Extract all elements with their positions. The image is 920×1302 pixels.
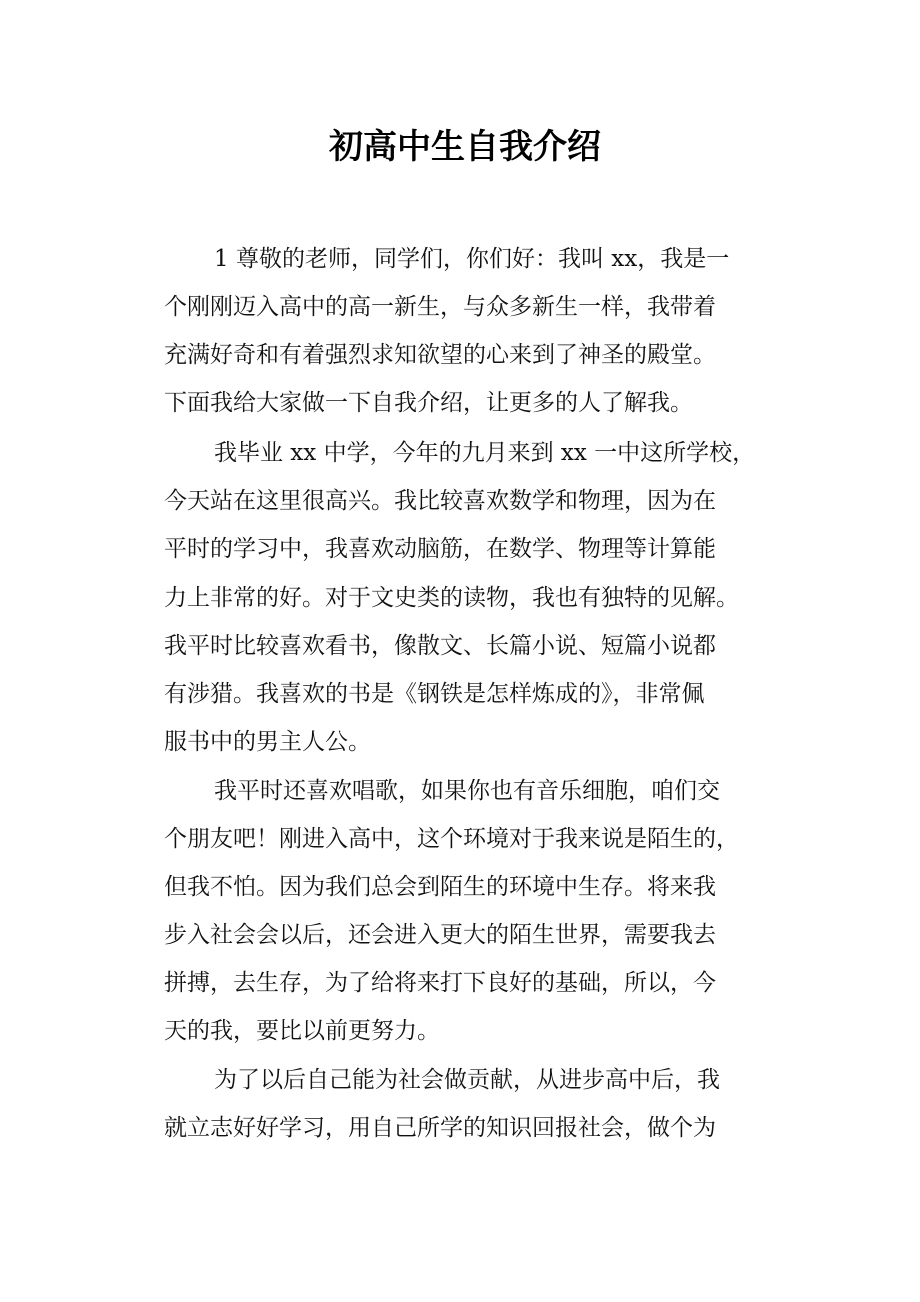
paragraph-line: 力上非常的好。对于文史类的读物，我也有独特的见解。 <box>164 585 739 611</box>
paragraph-line: 有涉猎。我喜欢的书是《钢铁是怎样炼成的》，非常佩 <box>164 681 705 707</box>
paragraph-line: 服书中的男主人公。 <box>164 729 371 755</box>
paragraph-line: 步入社会会以后，还会进入更大的陌生世界，需要我去 <box>164 922 716 948</box>
paragraph-line: 拼搏，去生存，为了给将来打下良好的基础，所以，今 <box>164 970 716 996</box>
paragraph-line: 为了以后自己能为社会做贡献，从进步高中后，我 <box>214 1067 720 1093</box>
paragraph-line: 我平时还喜欢唱歌，如果你也有音乐细胞，咱们交 <box>214 778 720 804</box>
paragraph-line: 就立志好好学习，用自己所学的知识回报社会，做个为 <box>164 1115 716 1141</box>
paragraph-line: 下面我给大家做一下自我介绍，让更多的人了解我。 <box>164 390 693 416</box>
paragraph-line: 充满好奇和有着强烈求知欲望的心来到了神圣的殿堂。 <box>164 342 716 368</box>
paragraph-line: 我毕业 xx 中学，今年的九月来到 xx 一中这所学校， <box>214 440 756 466</box>
paragraph-line: 我平时比较喜欢看书，像散文、长篇小说、短篇小说都 <box>164 633 716 659</box>
paragraph-line: 天的我，要比以前更努力。 <box>164 1018 440 1044</box>
paragraph-line: 平时的学习中，我喜欢动脑筋，在数学、物理等计算能 <box>164 536 716 562</box>
paragraph-line: 1 尊敬的老师，同学们，你们好：我叫 xx，我是一 <box>214 246 730 272</box>
document-title: 初高中生自我介绍 <box>329 127 601 167</box>
paragraph-line: 个朋友吧！刚进入高中，这个环境对于我来说是陌生的， <box>164 826 739 852</box>
paragraph-line: 但我不怕。因为我们总会到陌生的环境中生存。将来我 <box>164 874 716 900</box>
paragraph-line: 个刚刚迈入高中的高一新生，与众多新生一样，我带着 <box>164 294 716 320</box>
paragraph-line: 今天站在这里很高兴。我比较喜欢数学和物理，因为在 <box>164 488 716 514</box>
